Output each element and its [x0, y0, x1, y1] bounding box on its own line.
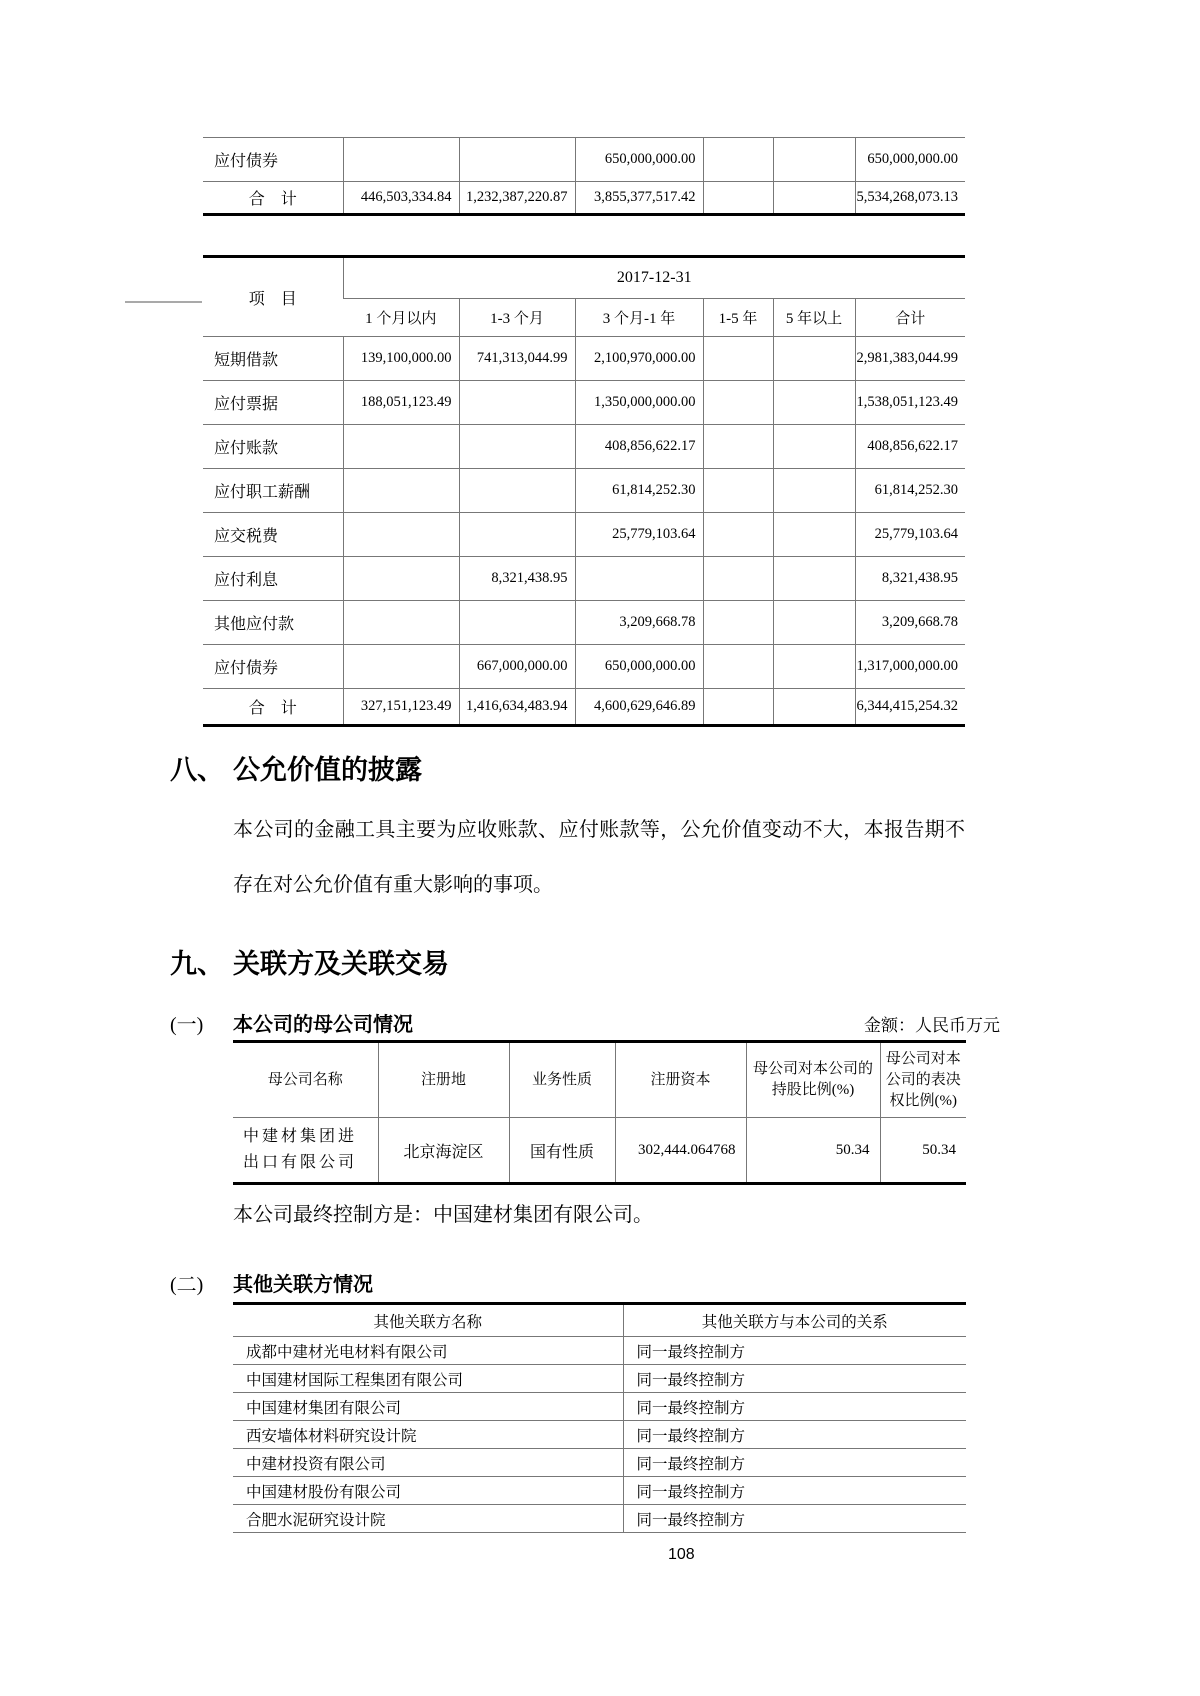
- subsection-number: (一): [170, 1014, 204, 1036]
- amount-cell: [703, 645, 773, 689]
- column-header: 业务性质: [509, 1042, 615, 1118]
- amount-cell: [459, 381, 575, 425]
- amount-cell: [773, 601, 855, 645]
- amount-cell: 1,350,000,000.00: [575, 381, 703, 425]
- section-title: 关联方及关联交易: [233, 949, 449, 979]
- amount-cell: 2,981,383,044.99: [855, 337, 965, 381]
- row-label: 合 计: [248, 191, 297, 208]
- amount-cell: [343, 425, 459, 469]
- amount-cell: [703, 469, 773, 513]
- voting-ratio-cell: 50.34: [880, 1118, 966, 1184]
- company-name-cell: 中建材集团进出口有限公司: [243, 1128, 358, 1171]
- table-row: [203, 601, 965, 645]
- column-header: 母公司对本公司的持股比例(%): [746, 1042, 880, 1118]
- maturity-table-previous-grid: [203, 137, 965, 216]
- table-row: [233, 1118, 966, 1184]
- amount-cell: 5,534,268,073.13: [855, 182, 965, 215]
- section-number: 八、: [170, 755, 224, 785]
- related-party-name-cell: 西安墙体材料研究设计院: [233, 1421, 623, 1449]
- relation-cell: 同一最终控制方: [623, 1337, 966, 1365]
- amount-cell: 1,232,387,220.87: [459, 182, 575, 215]
- maturity-table-2017: [203, 255, 965, 727]
- relation-cell: 同一最终控制方: [623, 1421, 966, 1449]
- period-header: 2017-12-31: [343, 257, 965, 299]
- subsection-title: 本公司的母公司情况: [233, 1014, 413, 1036]
- table-row: [233, 1505, 966, 1533]
- amount-cell: [703, 138, 773, 182]
- section-title: 公允价值的披露: [233, 755, 422, 785]
- column-header: 3 个月-1 年: [575, 299, 703, 337]
- amount-cell: 4,600,629,646.89: [575, 689, 703, 726]
- relation-cell: 同一最终控制方: [623, 1449, 966, 1477]
- amount-cell: [703, 601, 773, 645]
- amount-cell: [575, 557, 703, 601]
- table-header-row: [233, 1304, 966, 1337]
- row-label: 应交税费: [203, 513, 343, 557]
- related-parties-table: [233, 1302, 966, 1533]
- amount-cell: [459, 469, 575, 513]
- amount-cell: [773, 138, 855, 182]
- column-header: 母公司名称: [233, 1042, 378, 1118]
- table-row: [203, 138, 965, 182]
- row-label: 其他应付款: [203, 601, 343, 645]
- row-label: 合 计: [248, 700, 297, 717]
- row-label: 应付债券: [203, 138, 343, 182]
- amount-cell: 3,855,377,517.42: [575, 182, 703, 215]
- amount-cell: 3,209,668.78: [575, 601, 703, 645]
- amount-cell: 139,100,000.00: [343, 337, 459, 381]
- row-label: 应付利息: [203, 557, 343, 601]
- amount-cell: [459, 425, 575, 469]
- amount-cell: 6,344,415,254.32: [855, 689, 965, 726]
- amount-cell: 667,000,000.00: [459, 645, 575, 689]
- parent-company-table-grid: [233, 1040, 966, 1185]
- amount-cell: 8,321,438.95: [459, 557, 575, 601]
- amount-cell: 650,000,000.00: [575, 645, 703, 689]
- related-party-name-cell: 中建材投资有限公司: [233, 1449, 623, 1477]
- amount-cell: 408,856,622.17: [855, 425, 965, 469]
- amount-cell: [703, 689, 773, 726]
- related-party-name-cell: 合肥水泥研究设计院: [246, 1511, 386, 1529]
- amount-cell: [773, 645, 855, 689]
- subsection-1-heading: [170, 1008, 1000, 1037]
- amount-cell: 650,000,000.00: [575, 138, 703, 182]
- amount-cell: 61,814,252.30: [575, 469, 703, 513]
- column-header: 注册地: [378, 1042, 509, 1118]
- amount-cell: 408,856,622.17: [575, 425, 703, 469]
- amount-cell: 25,779,103.64: [855, 513, 965, 557]
- relation-cell: 同一最终控制方: [623, 1505, 966, 1533]
- related-party-name-cell: 中国建材股份有限公司: [233, 1477, 623, 1505]
- row-label: 应付票据: [203, 381, 343, 425]
- table-row: [233, 1449, 966, 1477]
- amount-cell: [703, 337, 773, 381]
- column-header: 注册资本: [615, 1042, 746, 1118]
- amount-unit-note: 金额：人民币万元: [864, 1016, 1000, 1035]
- table-row: [233, 1365, 966, 1393]
- business-nature-cell: 国有性质: [509, 1118, 615, 1184]
- amount-cell: 327,151,123.49: [343, 689, 459, 726]
- amount-cell: 650,000,000.00: [855, 138, 965, 182]
- amount-cell: [773, 337, 855, 381]
- table-row: [203, 557, 965, 601]
- relation-cell: 同一最终控制方: [623, 1477, 966, 1505]
- amount-cell: 1,538,051,123.49: [855, 381, 965, 425]
- amount-cell: [343, 557, 459, 601]
- amount-cell: [773, 469, 855, 513]
- subsection-number: (二): [170, 1274, 204, 1296]
- table-header-row: [203, 257, 965, 299]
- amount-cell: 8,321,438.95: [855, 557, 965, 601]
- amount-cell: [459, 513, 575, 557]
- amount-cell: 446,503,334.84: [343, 182, 459, 215]
- maturity-table-2017-grid: [203, 255, 965, 727]
- amount-cell: [459, 601, 575, 645]
- table-row: [203, 645, 965, 689]
- amount-cell: [773, 182, 855, 215]
- subsection-title: 其他关联方情况: [233, 1274, 373, 1296]
- margin-artifact-line: [125, 301, 202, 303]
- relation-cell: 同一最终控制方: [623, 1393, 966, 1421]
- column-header: 1-5 年: [703, 299, 773, 337]
- column-header: 其他关联方与本公司的关系: [623, 1304, 966, 1337]
- column-header: 母公司对本公司的表决权比例(%): [880, 1042, 966, 1118]
- subsection-2-heading: [170, 1268, 1000, 1297]
- amount-cell: [343, 138, 459, 182]
- row-label: 应付职工薪酬: [203, 469, 343, 513]
- maturity-table-previous: [203, 137, 965, 216]
- table-row: [233, 1477, 966, 1505]
- table-row-total: [203, 182, 965, 215]
- amount-cell: [703, 182, 773, 215]
- section-8-paragraph: 本公司的金融工具主要为应收账款、应付账款等，公允价值变动不大，本报告期不存在对公允价值有重大影响的事项。: [233, 819, 965, 896]
- amount-cell: 3,209,668.78: [855, 601, 965, 645]
- table-row: [203, 425, 965, 469]
- column-header: 1 个月以内: [343, 299, 459, 337]
- table-row: [203, 513, 965, 557]
- section-number: 九、: [170, 949, 224, 979]
- amount-cell: 1,317,000,000.00: [855, 645, 965, 689]
- amount-cell: 1,416,634,483.94: [459, 689, 575, 726]
- registered-place-cell: 北京海淀区: [378, 1118, 509, 1184]
- amount-cell: [703, 557, 773, 601]
- amount-cell: 61,814,252.30: [855, 469, 965, 513]
- table-row: [203, 469, 965, 513]
- holding-ratio-cell: 50.34: [746, 1118, 880, 1184]
- row-label: 应付债券: [203, 645, 343, 689]
- column-header: 合计: [855, 299, 965, 337]
- page-number: 108: [668, 1546, 695, 1563]
- amount-cell: [773, 381, 855, 425]
- column-header: 1-3 个月: [459, 299, 575, 337]
- row-label: 短期借款: [203, 337, 343, 381]
- amount-cell: [343, 601, 459, 645]
- relation-cell: 同一最终控制方: [623, 1365, 966, 1393]
- table-row-total: [203, 689, 965, 726]
- amount-cell: [773, 557, 855, 601]
- amount-cell: 188,051,123.49: [343, 381, 459, 425]
- amount-cell: [773, 513, 855, 557]
- amount-cell: [773, 425, 855, 469]
- table-header-row: [233, 1042, 966, 1118]
- amount-cell: [343, 513, 459, 557]
- row-label: 应付账款: [203, 425, 343, 469]
- amount-cell: [703, 425, 773, 469]
- table-row: [203, 381, 965, 425]
- section-9-heading: [170, 947, 449, 981]
- amount-cell: 25,779,103.64: [575, 513, 703, 557]
- amount-cell: 2,100,970,000.00: [575, 337, 703, 381]
- item-header: 项 目: [203, 257, 343, 337]
- parent-company-table: [233, 1040, 966, 1185]
- amount-cell: [703, 381, 773, 425]
- related-party-name-cell: 中国建材集团有限公司: [233, 1393, 623, 1421]
- amount-cell: [773, 689, 855, 726]
- amount-cell: [343, 645, 459, 689]
- registered-capital-cell: 302,444.064768: [615, 1118, 746, 1184]
- table-row: [233, 1421, 966, 1449]
- table-row: [203, 337, 965, 381]
- related-party-name-cell: 成都中建材光电材料有限公司: [233, 1337, 623, 1365]
- amount-cell: [459, 138, 575, 182]
- section-8-heading: [170, 753, 422, 787]
- table-row: [233, 1393, 966, 1421]
- column-header: 5 年以上: [773, 299, 855, 337]
- related-parties-table-grid: [233, 1302, 966, 1533]
- column-header: 其他关联方名称: [233, 1304, 623, 1337]
- amount-cell: 741,313,044.99: [459, 337, 575, 381]
- related-party-name-cell: 中国建材国际工程集团有限公司: [233, 1365, 623, 1393]
- ultimate-controller-note: 本公司最终控制方是：中国建材集团有限公司。: [233, 1204, 653, 1226]
- table-row: [233, 1337, 966, 1365]
- amount-cell: [343, 469, 459, 513]
- amount-cell: [703, 513, 773, 557]
